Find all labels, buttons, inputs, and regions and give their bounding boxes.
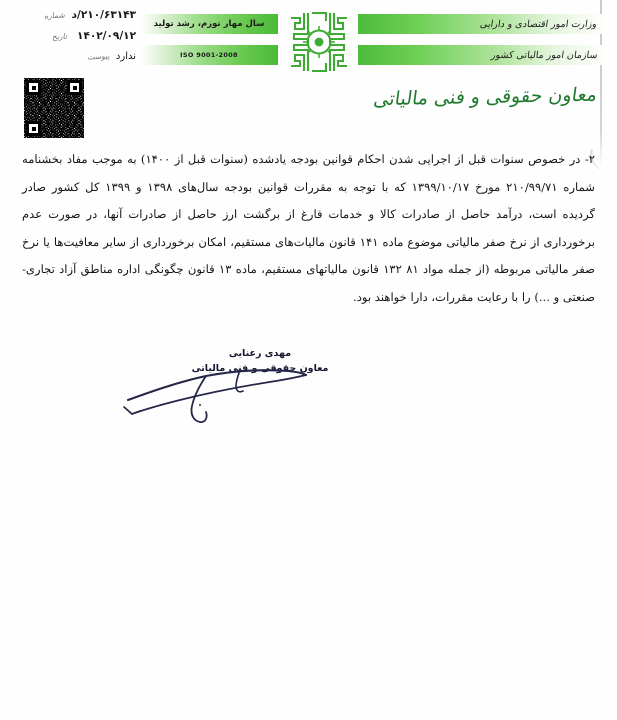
signer-details: [155, 346, 365, 376]
banner-bar-ministry: [358, 14, 607, 34]
iso-certification-label: ISO 9001-2008: [180, 51, 238, 59]
signature-ink-dot: [199, 404, 201, 406]
letter-meta-block: [8, 9, 136, 72]
letter-body: [22, 146, 595, 311]
signature-block: [0, 346, 617, 426]
qr-code-icon: [24, 78, 84, 138]
banner-bar-slogan: [140, 14, 278, 34]
banner-bar-organization: [358, 45, 607, 65]
qr-finder-top-left: [26, 80, 41, 95]
page-title: معاون حقوقی و فنی مالیاتی: [372, 83, 599, 111]
letter-paragraph: ۲- در خصوص سنوات قبل از اجرایی شدن احکام قوانین بودجه یادشده (سنوات قبل از ۱۴۰۰) به موجب مفاد بخشنامه شماره ۲۱۰/۹۹/۷۱ مورخ ۱۳۹۹/۱۰/۱۷ که با توجه به مقررات قوانین بودجه سال‌های ۱۳۹۸ و ۱۳۹۹ کل کشور صادر گردیده است، درآمد حاصل از صادرات کالا و خدمات فارغ از برگشت ارز حاصل از صادرات آنها، در صورت عدم برخورداری از نرخ صفر مالیاتی موضوع ماده ۱۴۱ قانون مالیات‌های مستقیم، امکان برخورداری از سایر معافیت‌ها یا نرخ صفر مالیاتی مربوطه (از جمله مواد ۸۱ ۱۳۲ قانون مالیاتهای مستقیم، ماده ۱۳ قانون چگونگی اداره مناطق آزاد تجاری-صنعتی و ...) را با رعایت مقررات، دارا خواهند بود.: [22, 152, 595, 304]
tax-administration-emblem-icon: [288, 12, 350, 72]
organization-name: سازمان امور مالیاتی کشور: [489, 49, 598, 61]
letter-date-value: ۱۴۰۲/۰۹/۱۲: [77, 30, 136, 42]
banner-bar-iso: [140, 45, 278, 65]
letter-attachment-value: ندارد: [115, 51, 136, 62]
letter-attachment-label: پیوست: [87, 51, 111, 62]
meta-row-attachment: [8, 51, 136, 72]
year-slogan: سال مهار تورم، رشد تولید: [153, 19, 265, 29]
qr-finder-top-right: [67, 80, 82, 95]
signer-name: مهدی رعنایی: [228, 348, 292, 359]
meta-row-number: [8, 9, 136, 30]
signer-role: معاون حقوقی و فنی مالیاتی: [191, 363, 329, 374]
letter-date-label: تاریخ: [51, 31, 69, 42]
qr-finder-bottom-left: [26, 121, 41, 136]
meta-row-date: [8, 30, 136, 51]
ministry-name: وزارت امور اقتصادی و دارایی: [479, 18, 598, 30]
letterhead-banner: [140, 12, 607, 74]
letter-number-label: شماره: [43, 10, 66, 21]
letter-number-value: ۲۱۰/۶۳۱۴۳/د: [71, 9, 136, 21]
letterhead: [0, 0, 617, 150]
